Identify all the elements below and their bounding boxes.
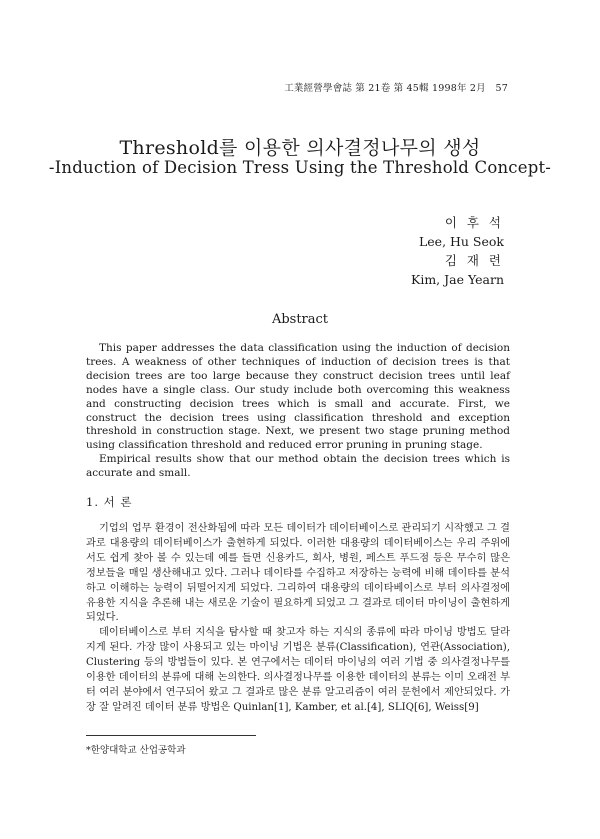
abstract-text (86, 342, 510, 481)
author-2-english: Kim, Jae Yearn (410, 272, 504, 287)
journal-header: 工業經營學會誌 第 21卷 第 45輯 1998年 2月 57 (284, 83, 508, 94)
abstract-paragraph-2: Empirical results show that our method obtain the decision trees which is accurate and small. (86, 453, 510, 480)
body-paragraph-1: 기업의 업무 환경이 전산화됨에 따라 모든 데이터가 데이터베이스로 관리되기 시작했고 그 결과로 대용량의 데이터베이스가 출현하게 되었다. 이러한 대용량의 데이터베이스는 우리 주위에서도 쉽게 찾아 볼 수 있는데 예를 들면 신용카드, 회사, 병원, 페스트 푸드점 등은 무수히 많은 정보들을 매일 생산해내고 있다. 그러나 데이타를 수집하고 저장하는 능력에 비해 데이타를 분석하고 이해하는 능력이 뒤떨어지게 되었다. 그리하여 대용량의 데이타베이스로 부터 의사결정에 유용한 지식을 추론해 내는 새로운 기술이 필요하게 되었고 그 결과로 데이터 마이닝이 출현하게 되었다. (86, 523, 510, 624)
section-heading: 1. 서 론 (86, 495, 133, 509)
body-paragraph-2: 데이터베이스로 부터 지식을 탐사할 때 찾고자 하는 지식의 종류에 따라 마이닝 방법도 달라지게 된다. 가장 많이 사용되고 있는 마이닝 기법은 분류(Classification), 연관(Association), Clustering 등의 방법들이 있다. 본 연구에서는 데이터 마이닝의 여러 기법 중 의사결정나무를 이용한 데이터의 분류에 대해 논의한다. 의사결정나무를 이용한 데이터의 분류는 이미 오래전 부터 여러 분야에서 연구되어 왔고 그 결과로 많은 분류 알고리즘이 여러 문헌에서 제안되었다. 가장 잘 알려진 데이터 분류 방법은 Quinlan[1], Kamber, et al.[4], SLIQ[6], Weiss[9] (86, 627, 510, 713)
paper-title: Threshold를 이용한 의사결정나무의 생성 (119, 137, 481, 159)
author-1-korean: 이 후 석 (444, 215, 504, 230)
author-1-english: Lee, Hu Seok (418, 234, 504, 249)
paper-subtitle: -Induction of Decision Tress Using the Threshold Concept- (48, 158, 552, 177)
footnote-affiliation: *한양대학교 산업공학과 (86, 745, 186, 756)
author-block (411, 213, 504, 289)
abstract-heading: Abstract (271, 312, 329, 327)
author-2-korean: 김 재 련 (444, 253, 504, 268)
abstract-paragraph-1: This paper addresses the data classification using the induction of decision trees. A weakness of other techniques of induction of decision trees is that decision trees are too large because they construct decision trees until leaf nodes have a single class. Our study include both overcoming this weakness and constructing decision trees which is small and accurate. First, we construct the decision trees using classification threshold and exception threshold in construction stage. Next, we present two stage pruning method using classification threshold and reduced error pruning in pruning stage. (86, 342, 510, 452)
footnote-rule (86, 735, 256, 736)
body-text (86, 522, 510, 716)
